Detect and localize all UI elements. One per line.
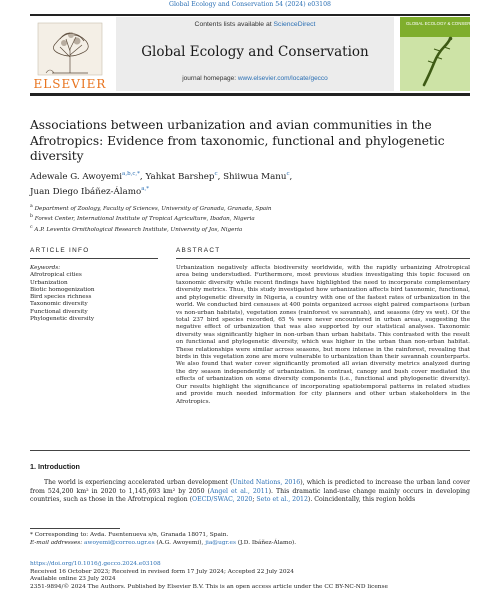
affiliation-text: Department of Zoology, Faculty of Sciences, University of Granada, Granada, Spain bbox=[34, 205, 272, 212]
corresponding-author-note: * Corresponding to: Avda. Fuentenueva s/n, Granada 18071, Spain. bbox=[30, 532, 229, 538]
journal-cover-thumbnail bbox=[400, 17, 487, 91]
email-owner: (A.G. Awoyemi), bbox=[154, 539, 206, 546]
intro-text: ). This dramatic land-use change mainly occurs in developing countries, such as those in the Afrotropical region ( bbox=[30, 487, 470, 503]
affiliation-text: Forest Center, International Institute of Tropical Agriculture, Ibadan, Nigeria bbox=[34, 216, 255, 223]
publisher-name: ELSEVIER bbox=[33, 77, 107, 91]
article-info-heading: ARTICLE INFO bbox=[30, 247, 90, 254]
article-info-rule bbox=[30, 258, 158, 259]
masthead-box bbox=[116, 17, 394, 91]
affiliation-text: A.P. Leventis Ornithological Research Institute, University of Jos, Nigeria bbox=[34, 226, 243, 233]
journal-homepage bbox=[116, 75, 394, 82]
cover-lizard-icon bbox=[400, 17, 487, 91]
homepage-link[interactable]: www.elsevier.com/locate/gecco bbox=[237, 75, 328, 82]
footnotes bbox=[30, 532, 470, 547]
elsevier-logo bbox=[30, 19, 110, 91]
keyword-item: Functional diversity bbox=[30, 308, 88, 315]
email-owner: (J.D. Ibáñez-Álamo). bbox=[235, 539, 297, 546]
affiliation-mark: a bbox=[30, 204, 33, 209]
publication-info bbox=[30, 561, 470, 591]
author-name[interactable]: Shiiwua Manu bbox=[223, 171, 287, 182]
abstract-rule bbox=[176, 258, 470, 259]
introduction-heading: 1. Introduction bbox=[30, 462, 80, 471]
author-name[interactable]: Juan Diego Ibáñez-Álamo bbox=[30, 186, 142, 197]
abstract-heading: ABSTRACT bbox=[176, 247, 221, 254]
affiliation-item bbox=[30, 213, 470, 223]
citation-link[interactable]: Seto et al., 2012 bbox=[256, 496, 308, 503]
journal-header bbox=[30, 14, 487, 94]
license-line: 2351-9894/© 2024 The Authors. Published by Elsevier B.V. This is an open access article under the CC BY-NC-ND license bbox=[30, 583, 388, 590]
author-affiliation-marks[interactable]: a,* bbox=[141, 185, 149, 192]
journal-title: Global Ecology and Conservation bbox=[141, 44, 369, 60]
cover-title-text: GLOBAL ECOLOGY & CONSERVATION bbox=[406, 21, 487, 26]
online-date: Available online 23 July 2024 bbox=[30, 576, 116, 582]
keyword-item: Biotic homogenization bbox=[30, 286, 95, 293]
author-list bbox=[30, 168, 470, 198]
intro-text: ). Coincidentally, this region holds bbox=[307, 496, 416, 503]
author-affiliation-marks[interactable]: c bbox=[214, 171, 218, 177]
sciencedirect-link[interactable]: ScienceDirect bbox=[273, 21, 316, 28]
intro-text: ), which is predicted to increase the urban land cover from 524,200 km² in 2020 to 1,145,693 km² by 2050 ( bbox=[30, 479, 470, 495]
abstract-bottom-rule bbox=[30, 450, 470, 451]
author-affiliation-marks[interactable]: c bbox=[286, 171, 290, 177]
doi-link[interactable]: https://doi.org/10.1016/j.gecco.2024.e03108 bbox=[30, 561, 161, 567]
journal-reference-line: Global Ecology and Conservation 54 (2024) e03108 bbox=[169, 1, 331, 8]
affiliation-item bbox=[30, 224, 470, 234]
author-affiliation-marks[interactable]: a,b,c,* bbox=[122, 171, 140, 177]
affiliation-item bbox=[30, 203, 470, 213]
author-name[interactable]: Yahkat Barshep bbox=[145, 171, 215, 182]
introduction-paragraph: The world is experiencing accelerated urban development (United Nations, 2016), which is predicted to increase the urban land cover from 524,200 km² in 2020 to 1,145,693 km² by 2050 (Angel et al., 2011). This dramatic land-use change mainly occurs in developing countries, such as those in the Afrotropical region (OECD/SWAC, 2020; Seto et al., 2012). Coincidentally, this region holds bbox=[30, 479, 470, 503]
keywords-label: Keywords: bbox=[30, 265, 61, 271]
affiliation-mark: b bbox=[30, 214, 33, 220]
citation-link[interactable]: Angel et al., 2011 bbox=[209, 487, 269, 495]
keyword-item: Afrotropical cities bbox=[30, 272, 82, 279]
contents-availability bbox=[116, 21, 394, 28]
affiliation-list bbox=[30, 203, 470, 234]
affiliation-mark: c bbox=[30, 224, 33, 230]
email-line bbox=[30, 540, 470, 548]
intro-text: The world is experiencing accelerated urban development ( bbox=[44, 479, 233, 486]
keyword-item: Urbanization bbox=[30, 279, 68, 286]
header-top-rule bbox=[30, 14, 470, 16]
article-title: Associations between urbanization and avian communities in the Afrotropics: Evidence from taxonomic, functional and phylogenetic diversity bbox=[30, 118, 445, 163]
email-link[interactable]: jia@ugr.es bbox=[205, 539, 236, 546]
footnote-rule bbox=[30, 528, 120, 529]
email-label: E-mail addresses: bbox=[30, 539, 83, 546]
header-bottom-rule bbox=[30, 93, 470, 96]
keyword-item: Phylogenetic diversity bbox=[30, 316, 95, 323]
author-separator: , bbox=[217, 171, 224, 182]
availability-prefix: Contents lists available at bbox=[194, 21, 274, 28]
author-separator: , bbox=[139, 171, 146, 182]
keywords-block bbox=[30, 265, 158, 323]
elsevier-tree-icon bbox=[30, 19, 110, 77]
citation-link[interactable]: OECD/SWAC, 2020 bbox=[192, 496, 253, 503]
abstract-text: Urbanization negatively affects biodiversity worldwide, with the rapidly urbanizing Afrotropical area being understudied. Furthermore, most previous studies investigating this topic focused on taxonomic diversity while recent findings have highlighted the need to incorporate complementary diversity metrics. Thus, this study investigated how urbanization affects bird taxonomic, functional, and phylogenetic diversity in Nigeria, a country with one of the fastest rates of urbanization in the world. We conducted bird censuses at 400 points organized across eight paired comparisons (urban vs non-urban habitats), vegetation zones (rainforest vs savannah), and seasons (dry vs wet). Of the total 237 bird species recorded, 65 % were never encountered in urban areas, suggesting the negative effect of urbanization that was also supported by our statistical analyses. Taxonomic diversity was significantly higher in non-urban than urban habitats. This contrasted with the result on functional and phylogenetic diversity, which was higher in the urban than non-urban habitat. These relationships were similar across seasons, but more intense in the rainforest, revealing that birds in this vegetation zone are more vulnerable to urbanization than their savannah counterparts. We also found that water cover significantly promoted all avian diversity metrics analyzed during the dry season independently of urbanization. In contrast, canopy and bush cover mediated the effects of urbanization on some diversity components (i.e., functional and phylogenetic diversity). Our results highlight the significance of incorporating spatiotemporal patterns in related studies and provide much needed information for city planners and other urban stakeholders in the Afrotropics. bbox=[176, 265, 470, 405]
email-link[interactable]: awoyemi@correo.ugr.es bbox=[84, 539, 155, 546]
citation-link[interactable]: United Nations, 2016 bbox=[232, 479, 301, 486]
author-name[interactable]: Adewale G. Awoyemi bbox=[30, 171, 123, 182]
keyword-item: Bird species richness bbox=[30, 294, 92, 301]
publication-history: Received 16 October 2023; Received in revised form 17 July 2024; Accepted 22 July 2024 bbox=[30, 568, 294, 575]
keyword-item: Taxonomic diversity bbox=[30, 301, 88, 308]
author-separator: , bbox=[289, 171, 293, 182]
homepage-prefix: journal homepage: bbox=[182, 75, 238, 82]
